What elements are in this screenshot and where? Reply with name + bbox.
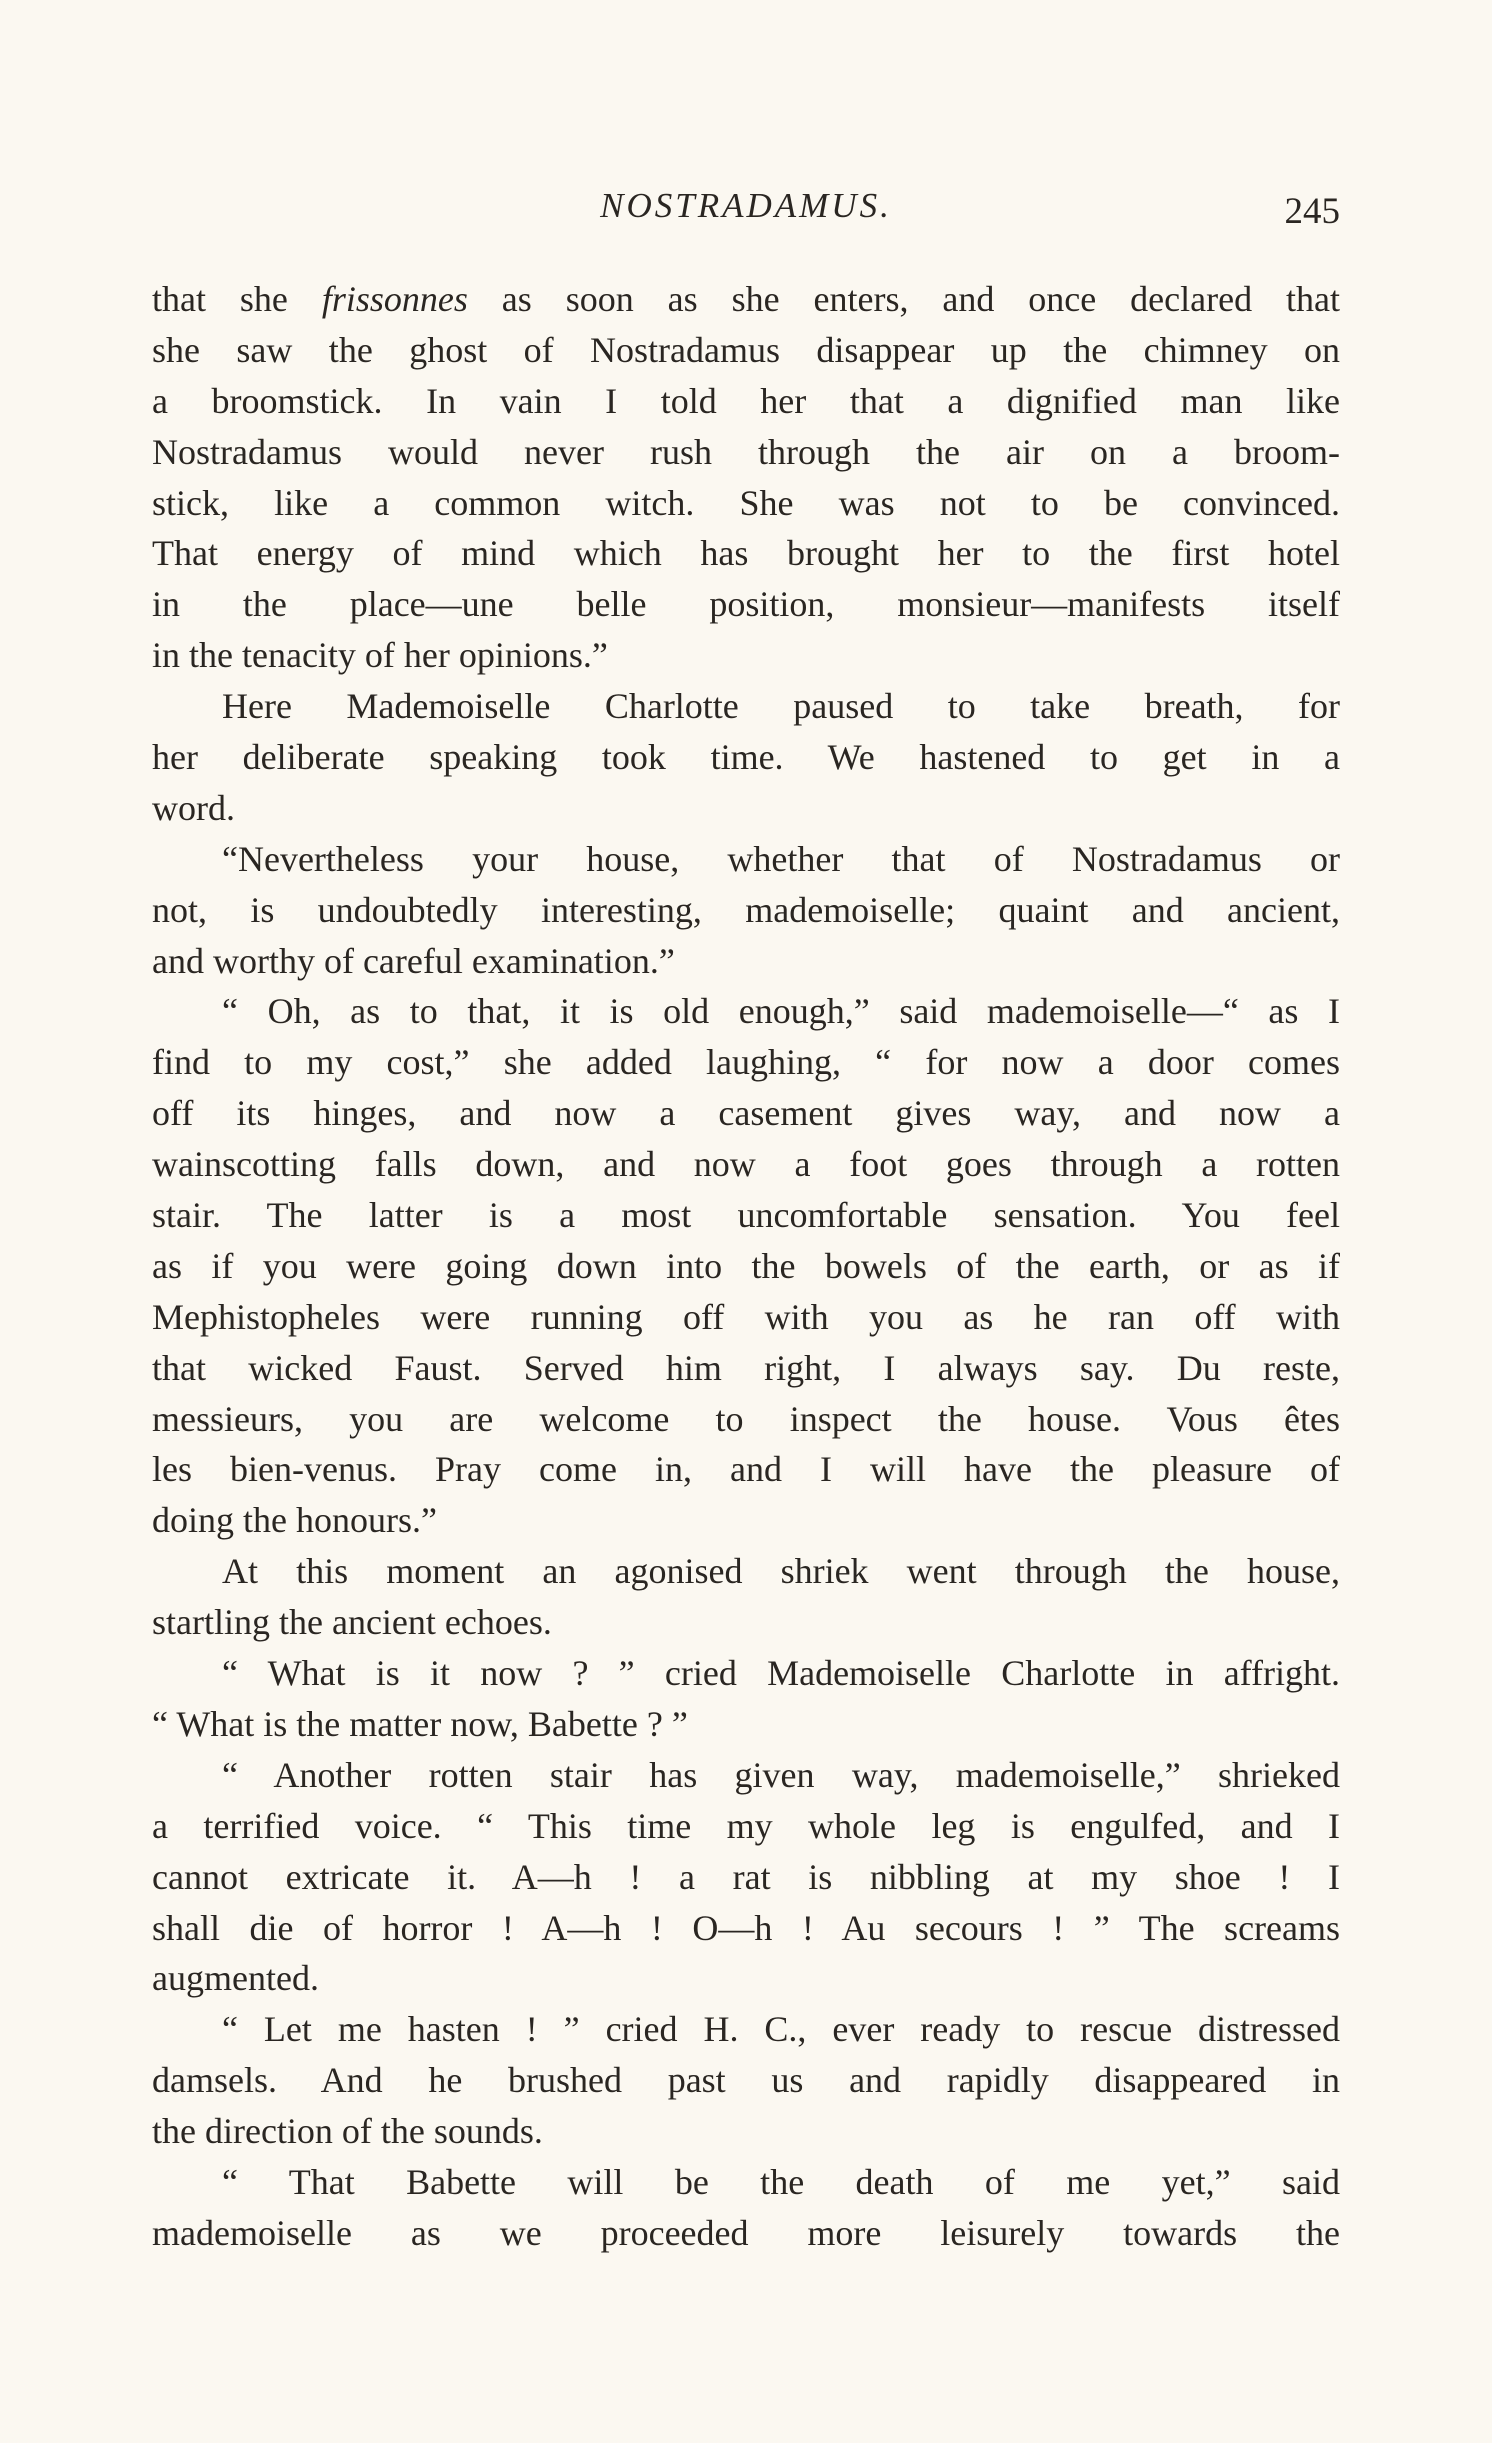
text-line: “ Another rotten stair has given way, mademoiselle,” shrieked (222, 1754, 1340, 1795)
body-text (152, 274, 1340, 2259)
text-line: in the place—une belle position, monsieur—manifests itself (152, 584, 1340, 625)
text-line: augmented. (152, 1958, 319, 1999)
text-line: in the tenacity of her opinions.” (152, 635, 608, 676)
text-line: stair. The latter is a most uncomfortable sensation. You feel (152, 1195, 1340, 1236)
text-line: doing the honours.” (152, 1500, 437, 1541)
italic-word: frissonnes (321, 279, 468, 319)
page-number: 245 (1284, 191, 1340, 232)
page-header (152, 186, 1340, 236)
text-line: At this moment an agonised shriek went through the house, (222, 1551, 1340, 1592)
text-line: damsels. And he brushed past us and rapidly disappeared in (152, 2060, 1340, 2101)
text-line: she saw the ghost of Nostradamus disappear up the chimney on (152, 329, 1340, 370)
text-line: That energy of mind which has brought her to the first hotel (152, 533, 1340, 574)
text-line: startling the ancient echoes. (152, 1602, 552, 1643)
text-line: her deliberate speaking took time. We hastened to get in a (152, 737, 1340, 778)
text-line: messieurs, you are welcome to inspect the house. Vous êtes (152, 1398, 1340, 1439)
text-line: “ What is it now ? ” cried Mademoiselle Charlotte in affright. (222, 1653, 1340, 1694)
text-line: stick, like a common witch. She was not to be convinced. (152, 482, 1340, 523)
text-line: wainscotting falls down, and now a foot goes through a rotten (152, 1144, 1340, 1185)
text-line: shall die of horror ! A—h ! O—h ! Au secours ! ” The screams (152, 1907, 1340, 1948)
text-line: cannot extricate it. A—h ! a rat is nibbling at my shoe ! I (152, 1856, 1340, 1897)
text-line: “Nevertheless your house, whether that of Nostradamus or (222, 838, 1340, 879)
text-line: “ That Babette will be the death of me yet,” said (222, 2161, 1340, 2202)
text-line: not, is undoubtedly interesting, mademoiselle; quaint and ancient, (152, 889, 1340, 930)
text-line: “ Oh, as to that, it is old enough,” said mademoiselle—“ as I (222, 991, 1340, 1032)
running-head: NOSTRADAMUS. (600, 186, 892, 225)
text-line: Mephistopheles were running off with you as he ran off with (152, 1296, 1340, 1337)
text-line: as if you were going down into the bowels of the earth, or as if (152, 1245, 1340, 1286)
text-line: mademoiselle as we proceeded more leisurely towards the (152, 2212, 1340, 2253)
text-line: “ What is the matter now, Babette ? ” (152, 1703, 688, 1744)
text-line: find to my cost,” she added laughing, “ for now a door comes (152, 1042, 1340, 1083)
text-line: that wicked Faust. Served him right, I always say. Du reste, (152, 1347, 1340, 1388)
text-line: les bien-venus. Pray come in, and I will have the pleasure of (152, 1449, 1340, 1490)
text-line: a terrified voice. “ This time my whole leg is engulfed, and I (152, 1805, 1340, 1846)
text-line: the direction of the sounds. (152, 2111, 543, 2152)
text-line: off its hinges, and now a casement gives way, and now a (152, 1093, 1340, 1134)
text-line: Nostradamus would never rush through the air on a broom- (152, 431, 1340, 472)
text-line: word. (152, 787, 235, 828)
text-line: that she frissonnes as soon as she enters, and once declared that (152, 279, 1340, 319)
text-line: a broomstick. In vain I told her that a dignified man like (152, 380, 1340, 421)
text-line: Here Mademoiselle Charlotte paused to take breath, for (222, 686, 1340, 727)
text-line: and worthy of careful examination.” (152, 940, 675, 981)
text-line: “ Let me hasten ! ” cried H. C., ever ready to rescue distressed (222, 2009, 1340, 2050)
